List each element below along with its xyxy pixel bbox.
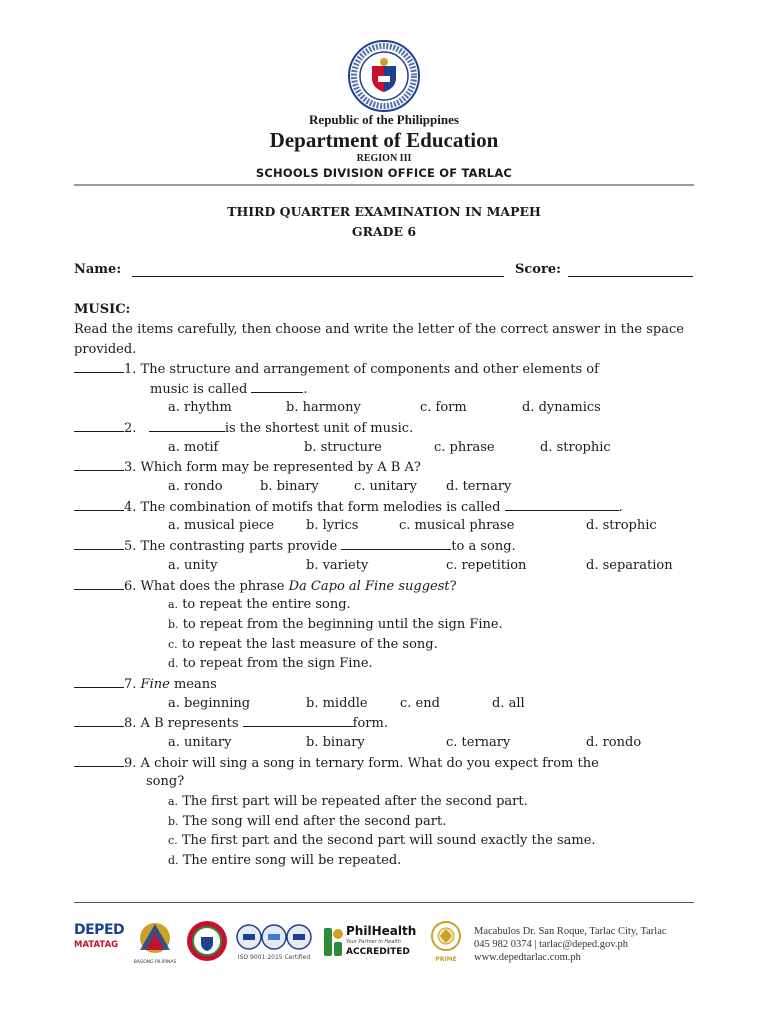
q3-option-d[interactable]: d. ternary bbox=[446, 479, 512, 494]
philhealth-logo: PhilHealth Your Partner in Health ACCREDITED bbox=[322, 924, 418, 960]
fill-blank-8[interactable] bbox=[243, 714, 353, 727]
q9-option-b[interactable]: b. The song will end after the second part. bbox=[168, 814, 447, 829]
q7-option-d[interactable]: d. all bbox=[492, 696, 525, 711]
question-6: 6. What does the phrase Da Capo al Fine suggest? bbox=[74, 577, 457, 596]
q9-option-d[interactable]: d. The entire song will be repeated. bbox=[168, 853, 402, 868]
q5-option-d[interactable]: d. separation bbox=[586, 558, 673, 573]
republic-label: Republic of the Philippines bbox=[309, 112, 459, 127]
region-label: REGION III bbox=[356, 153, 412, 164]
prime-logo: PRIME bbox=[426, 920, 466, 964]
question-5: 5. The contrasting parts provide to a song. bbox=[74, 537, 516, 556]
score-field[interactable] bbox=[568, 276, 693, 277]
footer-website[interactable]: www.depedtarlac.com.ph bbox=[474, 952, 581, 963]
q9-option-c[interactable]: c. The first part and the second part will sound exactly the same. bbox=[168, 833, 596, 848]
philhealth-icon bbox=[322, 926, 344, 958]
q4-option-d[interactable]: d. strophic bbox=[586, 518, 657, 533]
q2-option-d[interactable]: d. strophic bbox=[540, 440, 611, 455]
answer-blank-5[interactable] bbox=[74, 537, 124, 550]
q6-option-c[interactable]: c. to repeat the last measure of the song. bbox=[168, 637, 438, 652]
answer-blank-3[interactable] bbox=[74, 458, 124, 471]
q8-option-a[interactable]: a. unitary bbox=[168, 735, 232, 750]
q8-option-c[interactable]: c. ternary bbox=[446, 735, 511, 750]
footer-contact[interactable]: 045 982 0374 | tarlac@deped.gov.ph bbox=[474, 939, 628, 950]
fill-blank-4[interactable] bbox=[505, 498, 619, 511]
department-title: Department of Education bbox=[269, 128, 499, 152]
q8-option-d[interactable]: d. rondo bbox=[586, 735, 642, 750]
answer-blank-8[interactable] bbox=[74, 714, 124, 727]
answer-blank-6[interactable] bbox=[74, 577, 124, 590]
question-1-cont: music is called . bbox=[150, 382, 308, 397]
fill-blank-5[interactable] bbox=[341, 537, 451, 550]
answer-blank-2[interactable] bbox=[74, 419, 124, 432]
name-field[interactable] bbox=[132, 276, 504, 277]
deped-matatag-logo: DEPED MATATAG bbox=[74, 922, 125, 950]
name-label: Name: bbox=[74, 262, 122, 277]
instructions: Read the items carefully, then choose and write the letter of the correct answer in the space provided. bbox=[74, 322, 684, 357]
q7-option-c[interactable]: c. end bbox=[400, 696, 440, 711]
header-divider bbox=[74, 184, 694, 186]
answer-blank-4[interactable] bbox=[74, 498, 124, 511]
q1-option-b[interactable]: b. harmony bbox=[286, 400, 361, 415]
question-1: 1. The structure and arrangement of components and other elements of bbox=[74, 360, 599, 379]
q4-option-b[interactable]: b. lyrics bbox=[306, 518, 359, 533]
q1-option-a[interactable]: a. rhythm bbox=[168, 400, 232, 415]
q3-option-a[interactable]: a. rondo bbox=[168, 479, 223, 494]
question-8: 8. A B represents form. bbox=[74, 714, 388, 733]
section-heading: MUSIC: bbox=[74, 302, 131, 317]
q7-option-b[interactable]: b. middle bbox=[306, 696, 368, 711]
q2-option-c[interactable]: c. phrase bbox=[434, 440, 495, 455]
fill-blank-1[interactable] bbox=[251, 380, 303, 393]
q8-option-b[interactable]: b. binary bbox=[306, 735, 365, 750]
prime-emblem-icon bbox=[426, 920, 466, 952]
footer-divider bbox=[74, 902, 694, 903]
answer-blank-1[interactable] bbox=[74, 360, 124, 373]
iso-certification-logos: ISO 9001:2015 Certified bbox=[236, 924, 312, 962]
question-9: 9. A choir will sing a song in ternary form. What do you expect from the bbox=[74, 754, 599, 773]
fill-blank-2[interactable] bbox=[149, 419, 225, 432]
footer-address: Macabulos Dr. San Roque, Tarlac City, Tarlac bbox=[474, 926, 667, 937]
q4-option-c[interactable]: c. musical phrase bbox=[399, 518, 515, 533]
bagong-pilipinas-icon bbox=[132, 920, 178, 956]
deped-seal-icon bbox=[348, 40, 420, 112]
question-9-cont: song? bbox=[146, 774, 185, 789]
q5-option-a[interactable]: a. unity bbox=[168, 558, 218, 573]
question-2: 2. is the shortest unit of music. bbox=[74, 419, 413, 438]
bagong-pilipinas-logo: BAGONG PILIPINAS bbox=[132, 920, 178, 964]
question-4: 4. The combination of motifs that form melodies is called . bbox=[74, 498, 623, 517]
q1-option-d[interactable]: d. dynamics bbox=[522, 400, 601, 415]
answer-blank-9[interactable] bbox=[74, 754, 124, 767]
q3-option-c[interactable]: c. unitary bbox=[354, 479, 417, 494]
q6-option-b[interactable]: b. to repeat from the beginning until the sign Fine. bbox=[168, 617, 503, 632]
iso-badge-icon bbox=[236, 924, 312, 950]
exam-grade: GRADE 6 bbox=[351, 224, 417, 239]
q5-option-b[interactable]: b. variety bbox=[306, 558, 369, 573]
q1-option-c[interactable]: c. form bbox=[420, 400, 467, 415]
q2-option-b[interactable]: b. structure bbox=[304, 440, 382, 455]
q9-option-a[interactable]: a. The first part will be repeated after the second part. bbox=[168, 794, 528, 809]
division-seal-icon bbox=[186, 920, 228, 962]
exam-title: THIRD QUARTER EXAMINATION IN MAPEH bbox=[227, 204, 541, 219]
q6-option-a[interactable]: a. to repeat the entire song. bbox=[168, 597, 351, 612]
answer-blank-7[interactable] bbox=[74, 675, 124, 688]
q6-option-d[interactable]: d. to repeat from the sign Fine. bbox=[168, 656, 373, 671]
q5-option-c[interactable]: c. repetition bbox=[446, 558, 527, 573]
score-label: Score: bbox=[515, 262, 561, 277]
q7-option-a[interactable]: a. beginning bbox=[168, 696, 251, 711]
question-3: 3. Which form may be represented by A B A? bbox=[74, 458, 421, 477]
q3-option-b[interactable]: b. binary bbox=[260, 479, 319, 494]
question-7: 7. Fine means bbox=[74, 675, 217, 694]
q2-option-a[interactable]: a. motif bbox=[168, 440, 219, 455]
q4-option-a[interactable]: a. musical piece bbox=[168, 518, 275, 533]
division-label: SCHOOLS DIVISION OFFICE OF TARLAC bbox=[255, 166, 513, 180]
